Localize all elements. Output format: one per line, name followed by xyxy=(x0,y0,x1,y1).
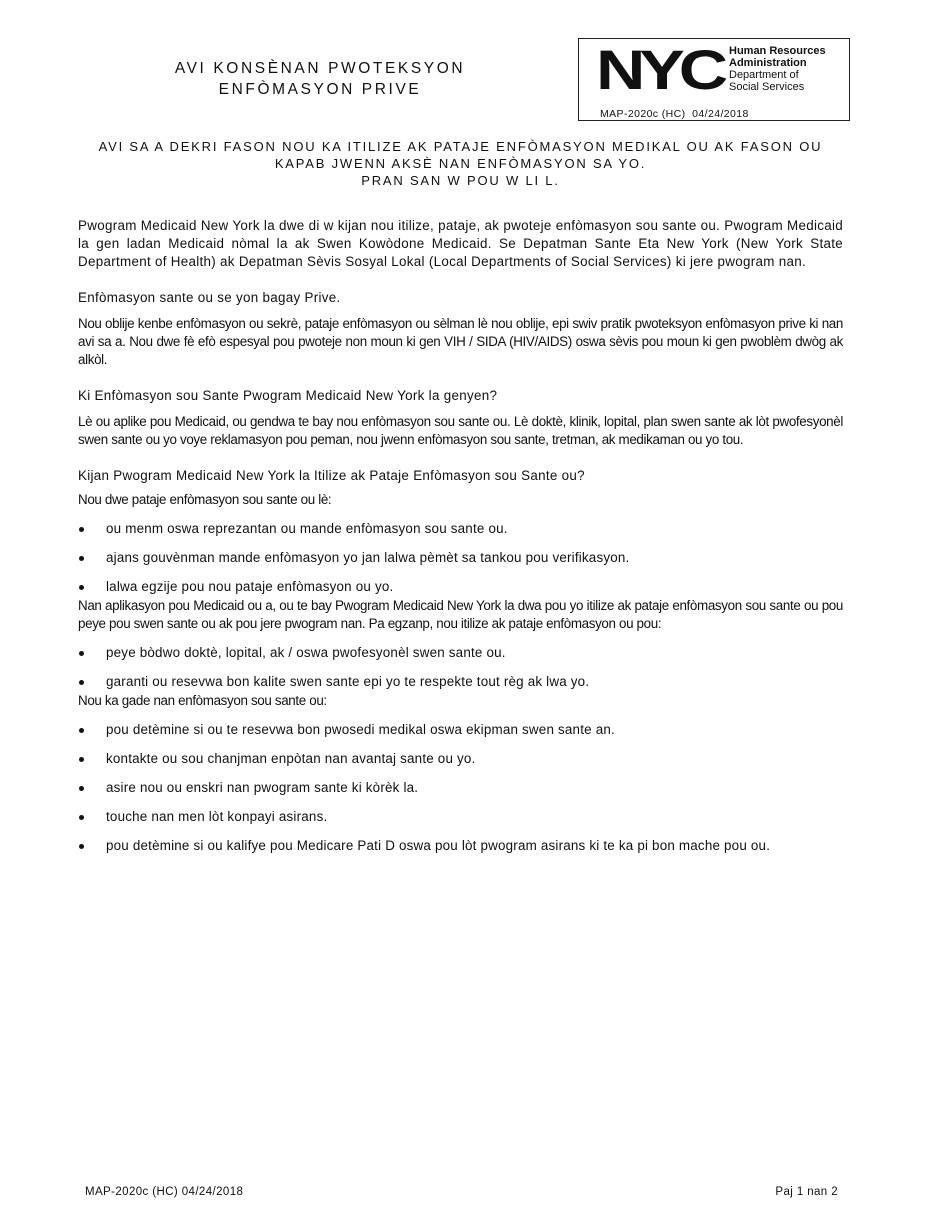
bullet-icon xyxy=(79,527,84,532)
bullet-icon xyxy=(79,585,84,590)
what-heading: Ki Enfòmasyon sou Sante Pwogram Medicaid New York la genyen? xyxy=(78,388,498,403)
look-intro: Nou ka gade nan enfòmasyon sou sante ou: xyxy=(78,693,327,708)
subtitle-line-3: PRAN SAN W POU W LI L. xyxy=(361,173,560,188)
page-number: Paj 1 nan 2 xyxy=(775,1186,838,1198)
bullet-icon xyxy=(79,556,84,561)
list-item: touche nan men lòt konpayi asirans. xyxy=(78,808,843,826)
share-list xyxy=(78,520,843,596)
list-item: lalwa egzije pou nou pataje enfòmasyon ou yo. xyxy=(78,578,843,596)
bullet-icon xyxy=(79,680,84,685)
list-item: ajans gouvènman mande enfòmasyon yo jan lalwa pèmèt sa tankou pou verifikasyon. xyxy=(78,549,843,567)
title-line-1: AVI KONSÈNAN PWOTEKSYON xyxy=(174,60,466,77)
look-list xyxy=(78,721,843,855)
title-line-2: ENFÒMASYON PRIVE xyxy=(218,81,422,98)
agency-logo-box xyxy=(578,38,850,121)
nyc-logo-text: NYC xyxy=(596,45,726,95)
bullet-icon xyxy=(79,786,84,791)
dept-line-2: Social Services xyxy=(729,81,805,93)
bullet-icon xyxy=(79,757,84,762)
nyc-logo-icon xyxy=(596,45,726,95)
bullet-icon xyxy=(79,844,84,849)
bullet-icon xyxy=(79,728,84,733)
subtitle-line-2: KAPAB JWENN AKSÈ NAN ENFÒMASYON SA YO. xyxy=(274,156,647,171)
how-heading: Kijan Pwogram Medicaid New York la Itilize ak Pataje Enfòmasyon sou Sante ou? xyxy=(78,468,585,483)
intro-paragraph: Pwogram Medicaid New York la dwe di w kijan nou itilize, pataje, ak pwoteje enfòmasyon sou sante ou. Pwogram Medicaid la gen ladan Medicaid nòmal la ak Swen Kowòdone Medicaid. Se Depatman Sante Eta New York (New York State Department of Health) ak Depatman Sèvis Sosyal Lokal (Local Departments of Social Services) ki jere pwogram nan. xyxy=(78,218,843,269)
list-item: asire nou ou enskri nan pwogram sante ki kòrèk la. xyxy=(78,779,843,797)
bullet-icon xyxy=(79,651,84,656)
list-item: ou menm oswa reprezantan ou mande enfòmasyon sou sante ou. xyxy=(78,520,843,538)
org-line-1: Human Resources xyxy=(729,45,826,57)
share-intro: Nou dwe pataje enfòmasyon sou sante ou lè: xyxy=(78,492,332,507)
list-item: garanti ou resevwa bon kalite swen sante epi yo te respekte tout règ ak lwa yo. xyxy=(78,673,843,691)
list-item: pou detèmine si ou te resevwa bon pwosedi medikal oswa ekipman swen sante an. xyxy=(78,721,843,739)
org-line-2: Administration xyxy=(729,57,807,69)
list-item: kontakte ou sou chanjman enpòtan nan avantaj sante ou yo. xyxy=(78,750,843,768)
document-title xyxy=(100,58,540,100)
what-paragraph: Lè ou aplike pou Medicaid, ou gendwa te bay nou enfòmasyon sou sante ou. Lè doktè, klinik, lopital, plan swen sante ak lòt pwofesyonèl swen sante ou yo voye reklamasyon pou peman, nou jwenn enfòmasyon sou sante, tretman, ak medikaman ou yo tou. xyxy=(78,414,843,447)
bullet-icon xyxy=(79,815,84,820)
private-paragraph: Nou oblije kenbe enfòmasyon ou sekrè, pataje enfòmasyon ou sèlman lè nou oblije, epi swiv pratik pwoteksyon enfòmasyon prive ki nan avi sa a. Nou dwe fè efò espesyal pou pwoteje non moun ki gen VIH / SIDA (HIV/AIDS) oswa sèvis pou moun ki gen pwoblèm dwòg ak alkòl. xyxy=(78,316,843,367)
list-item: peye bòdwo doktè, lopital, ak / oswa pwofesyonèl swen sante ou. xyxy=(78,644,843,662)
notice-body xyxy=(78,217,843,855)
form-code-header: MAP-2020c (HC) 04/24/2018 xyxy=(600,108,749,120)
dept-line-1: Department of xyxy=(729,69,799,81)
agency-name xyxy=(729,45,826,93)
notice-subtitle xyxy=(78,138,843,189)
footer-form-code: MAP-2020c (HC) 04/24/2018 xyxy=(85,1186,244,1198)
list-item: pou detèmine si ou kalifye pou Medicare Pati D oswa pou lòt pwogram asirans ki te ka pi bon mache pou ou. xyxy=(78,837,843,855)
use-list xyxy=(78,644,843,691)
private-heading: Enfòmasyon sante ou se yon bagay Prive. xyxy=(78,290,341,305)
application-paragraph: Nan aplikasyon pou Medicaid ou a, ou te bay Pwogram Medicaid New York la dwa pou yo itilize ak pataje enfòmasyon sou sante ou pou peye pou swen sante ou ak pou jere pwogram nan. Pa egzanp, nou itilize ak pataje enfòmasyon ou pou: xyxy=(78,598,843,631)
subtitle-line-1: AVI SA A DEKRI FASON NOU KA ITILIZE AK PATAJE ENFÒMASYON MEDIKAL OU AK FASON OU xyxy=(98,139,823,154)
